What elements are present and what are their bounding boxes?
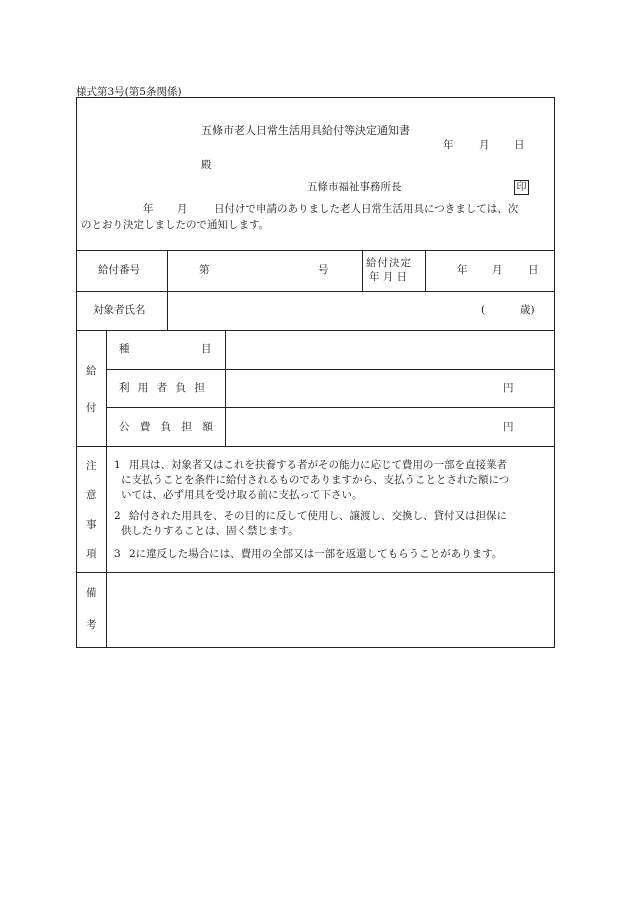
notification-form — [76, 97, 555, 648]
intro-month: 月 — [177, 203, 188, 215]
grant-date-day: 日 — [528, 264, 539, 276]
document-title: 五條市老人日常生活用具給付等決定通知書 — [201, 124, 410, 137]
benefit-side-char-2: 付 — [86, 402, 97, 414]
note-1-line-2: に支払うことを条件に給付されるものでありますから、支払うこととされた額につ — [121, 474, 510, 486]
notes-side-char-1: 注 — [86, 460, 97, 472]
intro-line1: 日付けで申請のありました老人日常生活用具につきましては、次 — [214, 203, 519, 215]
note-3-number: 3 — [114, 548, 121, 560]
grant-decision-label: 給付決定 — [366, 257, 412, 269]
benefit-side-char-1: 給 — [86, 365, 97, 377]
issuer-name: 五條市福祉事務所長 — [307, 181, 402, 193]
grant-number-go: 号 — [318, 264, 329, 276]
grant-date-month: 月 — [492, 264, 503, 276]
note-2-line-2: 供したりすることは、固く禁じます。 — [121, 525, 299, 537]
grant-number-label: 給付番号 — [98, 264, 140, 276]
remarks-side-char-2: 考 — [86, 619, 97, 631]
grant-decision-label-2: 年 月 日 — [369, 271, 408, 283]
note-2-line-1: 給付された用具を、その目的に反して使用し、譲渡し、交換し、貸付又は担保に — [129, 510, 507, 522]
remarks-side-char-1: 備 — [86, 587, 97, 599]
header-date-day: 日 — [514, 139, 525, 151]
notes-side-char-3: 事 — [86, 519, 97, 531]
recipient-age-open: ( — [481, 304, 486, 316]
addressee-suffix: 殿 — [201, 159, 212, 171]
intro-line2: のとおり決定しましたので通知します。 — [81, 219, 270, 231]
recipient-name-label: 対象者氏名 — [93, 304, 146, 316]
benefit-user-share-label: 利 用 者 負 担 — [119, 382, 205, 394]
grant-date-year: 年 — [457, 264, 468, 276]
benefit-user-share-unit: 円 — [503, 382, 514, 394]
note-3-line-1: 2に違反した場合には、費用の全部又は一部を返還してもらうことがあります。 — [129, 548, 503, 560]
seal-mark: 印 — [514, 180, 529, 195]
note-1-line-3: いては、必ず用具を受け取る前に支払って下さい。 — [121, 489, 363, 501]
note-2-number: 2 — [114, 510, 121, 522]
notes-side-char-2: 意 — [86, 489, 97, 501]
notes-side-char-4: 項 — [86, 548, 97, 560]
intro-year: 年 — [143, 203, 154, 215]
benefit-public-share-unit: 円 — [503, 421, 514, 433]
benefit-public-share-label: 公 費 負 担 額 — [119, 421, 213, 433]
benefit-item-type-label: 種 目 — [119, 343, 212, 355]
header-date-year: 年 — [443, 139, 454, 151]
note-1-number: 1 — [114, 459, 121, 471]
grant-number-dai: 第 — [199, 264, 210, 276]
header-date-month: 月 — [479, 139, 490, 151]
note-1-line-1: 用具は、対象者又はこれを扶養する者がその能力に応じて費用の一部を直接業者 — [129, 459, 507, 471]
form-number-label: 様式第3号(第5条関係) — [76, 86, 182, 98]
recipient-age-unit: 歳) — [520, 304, 535, 316]
